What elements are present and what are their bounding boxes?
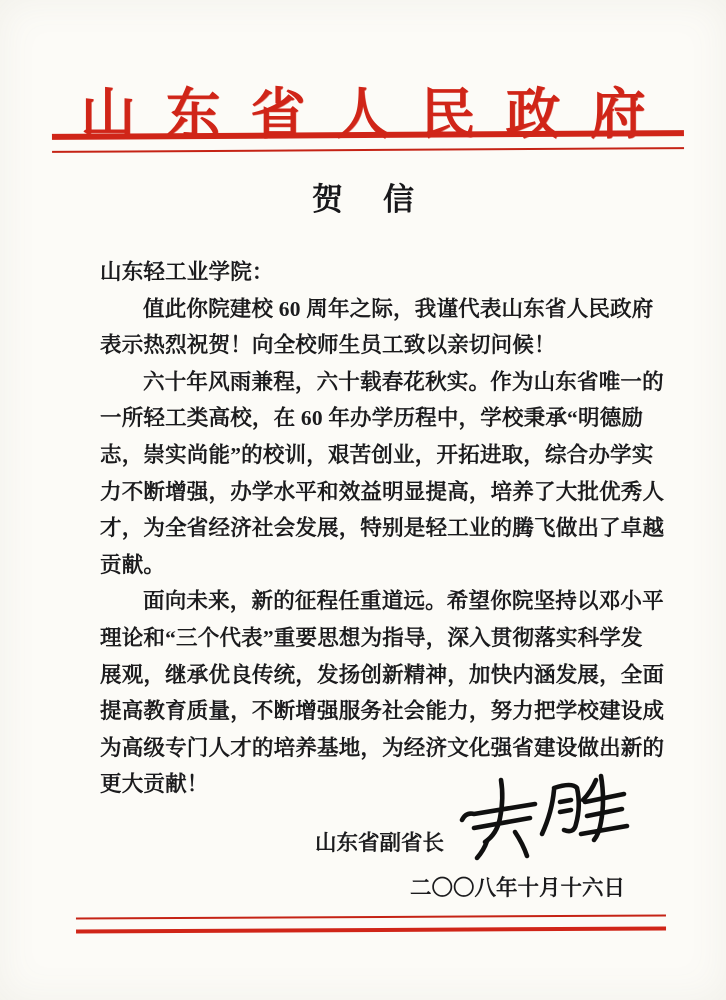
letter-line: 面向未来，新的征程任重道远。希望你院坚持以邓小平 <box>143 589 664 614</box>
letterhead-org-name: 山东省人民政府 <box>80 84 676 145</box>
letter-line: 六十年风雨兼程，六十载春花秋实。作为山东省唯一的 <box>143 369 664 394</box>
letter-line: 贡献。 <box>100 552 166 577</box>
letter-line: 展观，继承优良传统，发扬创新精神，加快内涵发展，全面 <box>100 662 665 687</box>
letter-title: 贺信 <box>312 182 454 217</box>
letter-line: 提高教育质量，不断增强服务社会能力，努力把学校建设成 <box>100 699 665 724</box>
signer-title: 山东省副省长 <box>315 831 445 855</box>
letter-body <box>100 254 666 803</box>
letter-line: 理论和“三个代表”重要思想为指导，深入贯彻落实科学发 <box>100 625 643 650</box>
footer-double-rule <box>76 914 666 933</box>
letter-line: 为高级专门人才的培养基地，为经济文化强省建设做出新的 <box>100 735 665 760</box>
letter-date: 二〇〇八年十月十六日 <box>410 876 626 900</box>
letter-line: 更大贡献！ <box>100 772 209 797</box>
handwritten-signature <box>438 764 650 878</box>
letter-line: 一所轻工类高校，在 60 年办学历程中，学校秉承“明德励 <box>100 406 644 431</box>
letterhead-double-rule <box>52 130 684 153</box>
letter-line: 力不断增强，办学水平和效益明显提高，培养了大批优秀人 <box>100 479 665 504</box>
letter-line: 才，为全省经济社会发展，特别是轻工业的腾飞做出了卓越 <box>100 516 665 541</box>
letter-line: 志，崇实尚能”的校训，艰苦创业，开拓进取，综合办学实 <box>100 442 654 467</box>
letter-line: 值此你院建校 60 周年之际，我谨代表山东省人民政府 <box>143 296 654 321</box>
letter-line: 表示热烈祝贺！向全校师生员工致以亲切问候！ <box>100 333 556 358</box>
letter-line: 山东轻工业学院： <box>100 260 274 284</box>
